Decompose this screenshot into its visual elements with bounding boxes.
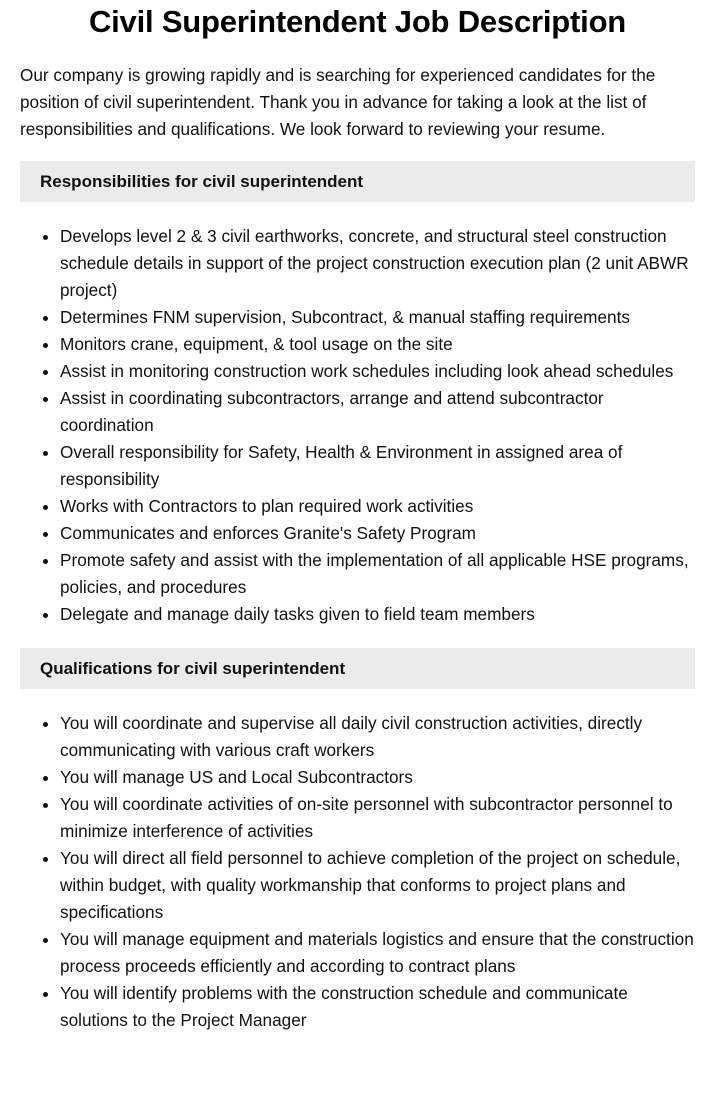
responsibilities-heading: Responsibilities for civil superintendent bbox=[20, 161, 695, 202]
list-item: Delegate and manage daily tasks given to field team members bbox=[60, 601, 695, 628]
list-item: Monitors crane, equipment, & tool usage on the site bbox=[60, 331, 695, 358]
page-title: Civil Superintendent Job Description bbox=[88, 4, 627, 39]
list-item: Promote safety and assist with the implementation of all applicable HSE programs, policies, and procedures bbox=[60, 547, 695, 601]
responsibilities-list bbox=[20, 223, 695, 628]
list-item: You will manage equipment and materials logistics and ensure that the construction process proceeds efficiently and according to contract plans bbox=[60, 926, 695, 980]
list-item: Works with Contractors to plan required work activities bbox=[60, 493, 695, 520]
list-item: You will coordinate activities of on-site personnel with subcontractor personnel to minimize interference of activities bbox=[60, 791, 695, 845]
list-item: You will manage US and Local Subcontractors bbox=[60, 764, 695, 791]
list-item: You will direct all field personnel to achieve completion of the project on schedule, within budget, with quality workmanship that conforms to project plans and specifications bbox=[60, 845, 695, 926]
list-item: Develops level 2 & 3 civil earthworks, concrete, and structural steel construction schedule details in support of the project construction execution plan (2 unit ABWR project) bbox=[60, 223, 695, 304]
qualifications-heading: Qualifications for civil superintendent bbox=[20, 648, 695, 689]
list-item: Communicates and enforces Granite's Safety Program bbox=[60, 520, 695, 547]
list-item: Assist in monitoring construction work schedules including look ahead schedules bbox=[60, 358, 695, 385]
list-item: Overall responsibility for Safety, Health & Environment in assigned area of responsibility bbox=[60, 439, 695, 493]
list-item: You will coordinate and supervise all daily civil construction activities, directly communicating with various craft workers bbox=[60, 710, 695, 764]
list-item: You will identify problems with the construction schedule and communicate solutions to the Project Manager bbox=[60, 980, 695, 1034]
list-item: Assist in coordinating subcontractors, arrange and attend subcontractor coordination bbox=[60, 385, 695, 439]
intro-paragraph: Our company is growing rapidly and is searching for experienced candidates for the position of civil superintendent. Thank you in advance for taking a look at the list of responsibilities and qualifications. We look forward to reviewing your resume. bbox=[20, 65, 656, 139]
qualifications-list bbox=[20, 710, 695, 1034]
list-item: Determines FNM supervision, Subcontract, & manual staffing requirements bbox=[60, 304, 695, 331]
